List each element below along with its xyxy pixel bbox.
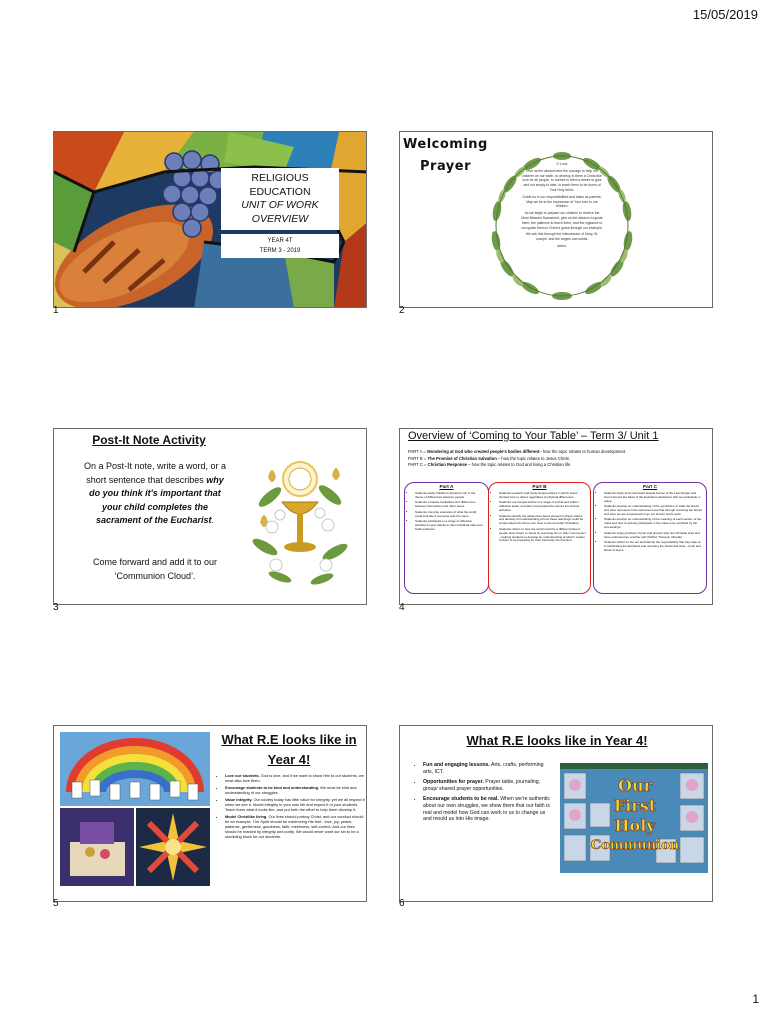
part-a-column <box>404 482 489 594</box>
list-item: • Students research and study Gospel stories in which Jesus showed love to others regardless of physical differences. <box>499 492 586 500</box>
item-text: When we're authentic about our own struggles, we show them that our faith is real and model how God can work in us to change us and mould us into His image. <box>423 796 550 823</box>
activity-call-to-action: Come forward and add it to our ‘Communion Cloud’. <box>92 557 218 581</box>
slide-6[interactable] <box>399 725 713 902</box>
part-description: – how the topic relates to God and living a Christian life. <box>467 462 572 467</box>
list-item <box>225 785 365 795</box>
part-prefix: PART B = <box>408 455 428 461</box>
title-box <box>221 168 339 230</box>
list-item <box>225 797 365 812</box>
slide-number: 4 <box>399 602 405 613</box>
slide-4[interactable] <box>399 428 713 605</box>
list-item: • Students study prophets of past and present who live Christian lives and have embraced as ‘another self’ (Mother Theresa, Oberah). <box>604 532 702 540</box>
slide-number: 5 <box>53 898 59 909</box>
print-date: 15/05/2019 <box>692 7 758 22</box>
prayer-paragraph: As we begin to prepare our children to receive the Most Blessed Sacrament, give us the wisdom to guide them, the patience to teach them, and the vigilance to recognise them in Christ's grace through our example. <box>521 211 603 230</box>
list-item: • Students identify the values that Jesus showed in these stories and develop an understanding of how these teachings could be incorporated into those over lives to live as better Christians. <box>499 515 586 527</box>
item-text: Prayer table, journaling, group/ shared prayer opportunities. <box>423 779 541 792</box>
item-heading: Value integrity. <box>225 797 253 802</box>
list-item: • Students develop an understanding of the meaning of each section of the mass and how to actively participate in the mass to be enriched by the proceedings. <box>604 518 702 530</box>
item-text: We must be kind and understanding of our struggles. <box>225 785 357 795</box>
title-line: Prayer <box>420 159 472 174</box>
slide-title: What R.E looks like in Year 4! <box>221 732 357 767</box>
item-heading: Encourage students to be kind and understanding. <box>225 785 320 790</box>
prayer-paragraph: Give us the wisdom and the courage to help our children on our earth, to develop in them a Christ-like love for all people, to nurture in them a desire to give and not simply to take, to teach them to be doers of Your Holy Word. <box>522 168 602 192</box>
slide-number: 1 <box>53 305 59 316</box>
list-item: • Students study and interpreted Gospel stories of the Last Supper and how it formed the basis of the Eucharist celebration that we participate in today. <box>604 492 702 504</box>
prayer-paragraph: We ask this through the intercession of Mary, St. Joseph, and the angels and saints. <box>525 232 599 242</box>
title-line: UNIT OF WORK <box>241 199 319 211</box>
slide-number: 3 <box>53 602 59 613</box>
slide-title: Post-It Note Activity <box>92 433 206 447</box>
list-item: • Students use Gospel stories in a range of verbal and written reflective tasks, and also incorporated the stories into drama activities. <box>499 501 586 513</box>
communion-display-board-image <box>560 763 708 873</box>
chalice-host-image <box>250 447 350 597</box>
approach-list <box>219 773 365 841</box>
subtitle-box <box>221 234 339 258</box>
slide-title: Overview of ‘Coming to Your Table’ – Term 3/ Unit 1 <box>408 430 659 442</box>
slide-2[interactable] <box>399 131 713 308</box>
board-word: First <box>613 796 657 815</box>
item-text: Our society today has little value for integrity, yet we all respect it when we see it. Model integrity in your own life and expect it of your students. Teach them what it looks like, and put forth the effort to help them develop it. <box>225 797 365 812</box>
list-item <box>225 773 365 783</box>
term-label: TERM 3 - 2019 <box>259 248 301 254</box>
instruction-emphasis: why do you think it's important that your child completes the sacrament of the Eucharist <box>89 474 224 525</box>
item-heading: Fun and engaging lessons. <box>423 762 490 768</box>
list-item: • Students compare similarities and differences between themselves and other peers. <box>415 501 484 509</box>
part-prefix: PART C = <box>408 462 428 467</box>
class-label: YEAR 4T <box>267 238 293 244</box>
item-text: Arts, crafts, performing arts, ICT. <box>423 762 544 775</box>
part-name: Christian Response <box>427 462 467 467</box>
slide-number: 2 <box>399 305 405 316</box>
item-heading: Encourage students to be real. <box>423 796 499 803</box>
activity-instructions <box>82 460 228 528</box>
list-item <box>423 779 554 792</box>
board-word: Our <box>618 776 652 795</box>
part-description: – how the topic relates to human development. <box>539 449 627 454</box>
item-heading: Opportunities for prayer. <box>423 779 484 786</box>
title-line: RELIGIOUS <box>251 172 309 184</box>
slide-5[interactable] <box>53 725 367 902</box>
list-item: • Students reflect on how the world could be a different place if people drew closer to Jesus by receiving him in Holy Communion – helping students to develop an understanding of what it means to them to be preparing for their First Holy Communion. <box>499 528 586 544</box>
instruction-end: . <box>211 515 215 525</box>
list-item: • Students reflect on the act and identify the responsibility that they take on in celebrating the Eucharist and receiving the bread and wine – body and blood of Jesus. <box>604 541 702 553</box>
item-heading: Love our students. <box>225 773 260 778</box>
title-line: EDUCATION <box>249 185 311 198</box>
list-item: • Students develop an understanding of the symbolism of what the bread and wine represent in the sacrament and that through receiving the bread and wine we are empowered to go out and do God's work. <box>604 505 702 517</box>
item-text: God is love, and if we want to show Him to our students, we must also love them. <box>225 773 364 783</box>
part-prefix: PART A = <box>408 449 427 454</box>
slide-title: What R.E looks like in Year 4! <box>466 733 648 748</box>
title-line: Welcoming <box>403 137 488 152</box>
approach-list <box>418 762 554 827</box>
column-heading: Part A <box>439 485 454 490</box>
part-name: The Promise of Christian Salvation <box>427 455 497 461</box>
part-description: – how the topic relates to Jesus Christ. <box>496 455 570 461</box>
column-heading: Part C <box>642 485 658 490</box>
classroom-photo-collage <box>60 732 210 887</box>
title-line: OVERVIEW <box>251 212 309 225</box>
list-item <box>423 762 554 775</box>
item-text: Our lives should portray Christ, and our conduct should be an example. The Spirit should be evidencing His fruit - love, joy, peace, patience, gentleness, goodness, faith, meekness, self-control. And our lives should be marked by integrity and purity. We would never want our sin to be a stumbling block for our students. <box>225 814 364 839</box>
prayer-paragraph: Amen. <box>557 243 567 248</box>
list-item <box>225 814 365 839</box>
list-item: • Students study Children's literature rich in the theme of differences between people. <box>415 492 484 500</box>
prayer-text <box>521 162 603 251</box>
prayer-paragraph: Guide us in our responsibilities and tasks as parents. May we be to the expression of Your love to our children. <box>522 194 602 209</box>
instruction-text: On a Post-It note, write a word, or a short sentence that describes <box>83 461 227 485</box>
part-line <box>408 462 626 469</box>
parts-legend <box>408 449 626 469</box>
board-word: Holy <box>614 816 656 835</box>
column-heading: Part B <box>532 485 547 490</box>
slide-number: 6 <box>399 898 405 909</box>
slide-3[interactable] <box>53 428 367 605</box>
part-c-column <box>593 482 707 594</box>
list-item <box>423 796 554 822</box>
slide-title <box>403 134 488 178</box>
page-number: 1 <box>752 992 759 1006</box>
part-name: Wondering at God who created people's bodies different <box>426 449 540 454</box>
list-item: • Students role play scenarios of what the world could look like if everyone was the same. <box>415 511 484 519</box>
item-heading: Model Christlike living. <box>225 814 268 819</box>
list-item: • Students participate in a range of reflective activities to give thanks to their individual traits and build resilience. <box>415 520 484 532</box>
slide-1[interactable] <box>53 131 367 308</box>
part-b-column <box>488 482 591 594</box>
prayer-paragraph: O Lord, <box>556 162 568 166</box>
board-word: Communion <box>590 838 680 853</box>
